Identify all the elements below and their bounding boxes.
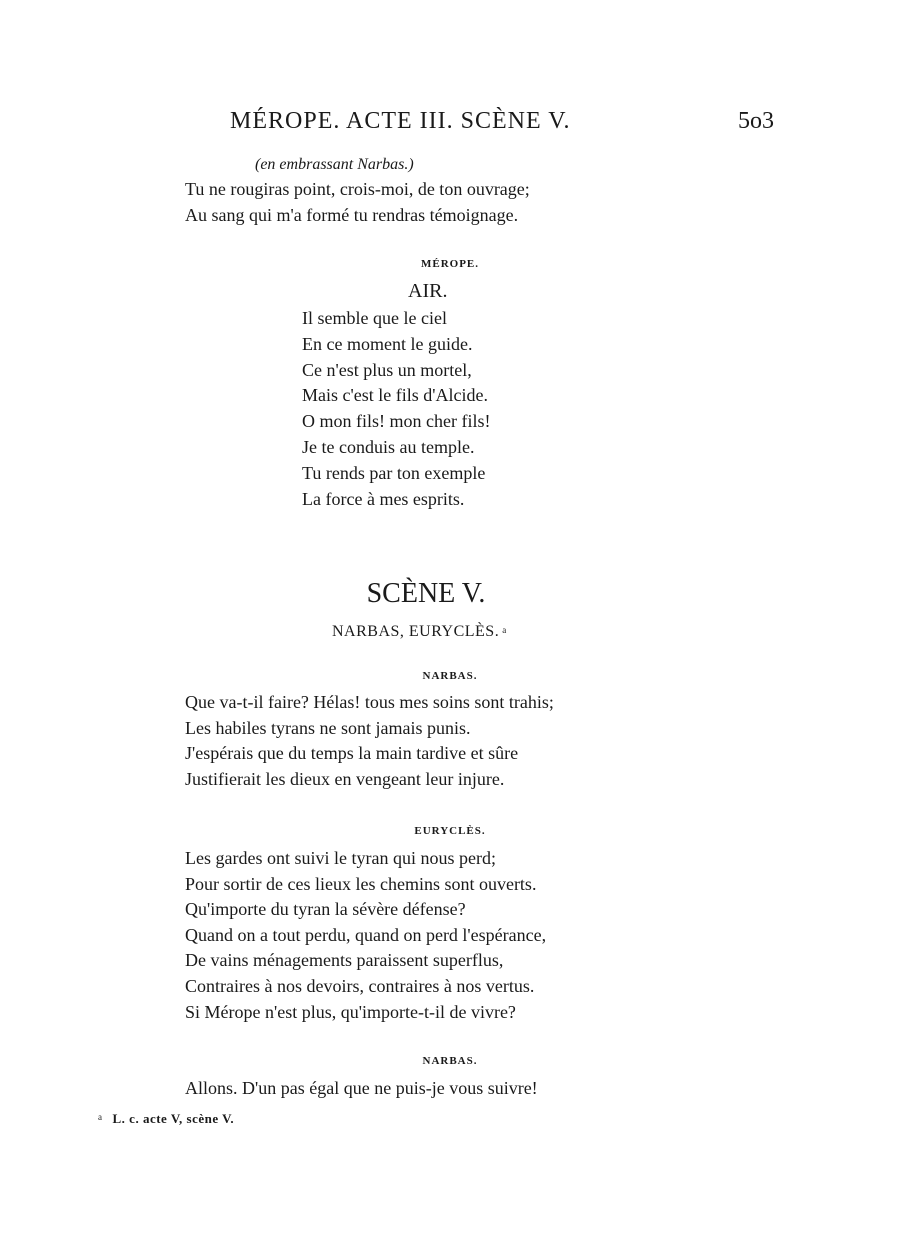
verse-line: De vains ménagements paraissent superflus,	[185, 950, 504, 971]
verse-line: Pour sortir de ces lieux les chemins sont ouverts.	[185, 873, 537, 894]
speaker-name: NARBAS.	[422, 670, 478, 682]
speech-verses	[185, 1075, 538, 1101]
footnote-mark: a	[98, 1112, 103, 1122]
scene-characters	[332, 623, 507, 641]
verse-line: Quand on a tout perdu, quand on perd l'espérance,	[185, 924, 547, 945]
speech-verses	[185, 846, 546, 1025]
verse-line: Si Mérope n'est plus, qu'importe-t-il de vivre?	[185, 1001, 516, 1022]
verse-line: J'espérais que du temps la main tardive et sûre	[185, 743, 519, 763]
verse-line: Il semble que le ciel	[302, 308, 447, 328]
verse-line: En ce moment le guide.	[302, 333, 473, 354]
verse-line: Ce n'est plus un mortel,	[302, 359, 472, 380]
verse-line: Les habiles tyrans ne sont jamais punis.	[185, 717, 471, 738]
air-title: AIR.	[408, 280, 448, 302]
verse-line: Tu ne rougiras point, crois-moi, de ton ouvrage;	[185, 179, 530, 199]
verse-line: Que va-t-il faire? Hélas! tous mes soins sont trahis;	[185, 692, 554, 712]
verse-line: O mon fils! mon cher fils!	[302, 411, 491, 432]
footnote	[98, 1111, 234, 1127]
verse-line: Contraires à nos devoirs, contraires à nos vertus.	[185, 975, 535, 996]
characters-list: NARBAS, EURYCLÈS.	[332, 623, 500, 640]
footnote-text: L. c. acte V, scène V.	[112, 1111, 235, 1126]
footnote-reference: a	[502, 625, 507, 635]
verse-line: Qu'importe du tyran la sévère défense?	[185, 899, 466, 920]
verse-line: Justifierait les dieux en vengeant leur injure.	[185, 768, 505, 789]
speaker-name: EURYCLÈS.	[414, 825, 486, 837]
verse-line: Mais c'est le fils d'Alcide.	[302, 385, 488, 406]
speaker-name: MÉROPE.	[420, 258, 480, 270]
verse-line: Allons. D'un pas égal que ne puis-je vous suivre!	[185, 1078, 538, 1098]
speaker-name: NARBAS.	[422, 1055, 478, 1067]
scene-title: SCÈNE V.	[366, 578, 486, 609]
verse-line: Je te conduis au temple.	[302, 436, 475, 457]
stage-direction: (en embrassant Narbas.)	[255, 156, 414, 173]
air-verses	[302, 306, 490, 512]
verse-line: La force à mes esprits.	[302, 488, 465, 509]
speech-verses	[185, 690, 554, 792]
verse-line: Les gardes ont suivi le tyran qui nous perd;	[185, 848, 496, 868]
page-number: 5o3	[738, 108, 774, 134]
running-head: MÉROPE. ACTE III. SCÈNE V.	[230, 108, 571, 134]
intro-verses	[185, 176, 530, 228]
verse-line: Au sang qui m'a formé tu rendras témoignage.	[185, 205, 519, 225]
verse-line: Tu rends par ton exemple	[302, 462, 486, 483]
